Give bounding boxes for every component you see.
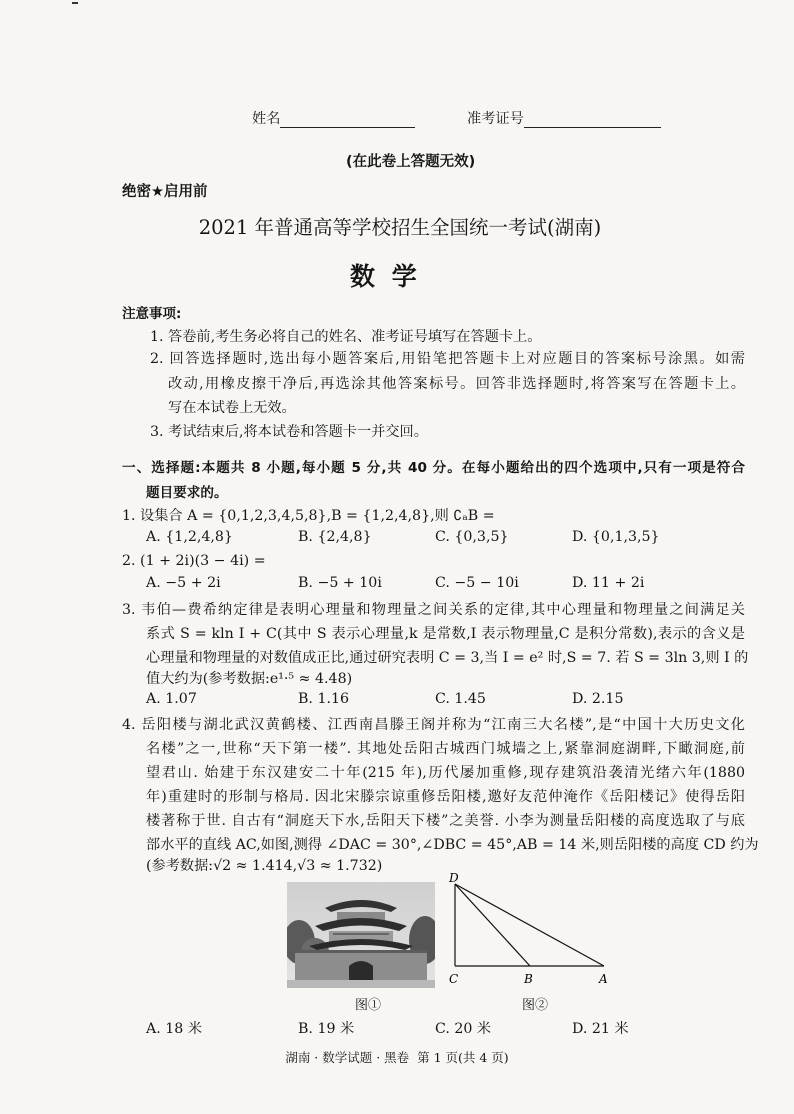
q3-option-a: A. 1.07 xyxy=(146,691,197,707)
q4-line2: 名楼”之一,世称“天下第一楼”. 其地处岳阳古城西门城墙之上,紧靠洞庭湖畔,下瞰洞庭,前 xyxy=(146,741,745,757)
q4-line5: 楼著称于世. 自古有“洞庭天下水,岳阳天下楼”之美誉. 小李为测量岳阳楼的高度选取了与底 xyxy=(146,813,745,829)
q2-option-a: A. −5 + 2i xyxy=(146,575,221,591)
q4-line3: 望君山. 始建于东汉建安二十年(215 年),历代屡加重修,现存建筑沿袭清光绪六年(1880 xyxy=(146,765,745,781)
triangle-diagram xyxy=(446,872,616,990)
id-field xyxy=(467,108,661,128)
point-a-label: A xyxy=(599,972,608,986)
q2-option-d: D. 11 + 2i xyxy=(572,575,645,591)
secret-mark: 绝密★启用前 xyxy=(122,184,208,200)
segment-da xyxy=(455,884,604,966)
note-3: 3. 考试结束后,将本试卷和答题卡一并交回。 xyxy=(150,424,428,440)
name-label: 姓名 xyxy=(252,111,281,127)
q4-line4: 年)重建时的形制与格局. 因北宋滕宗谅重修岳阳楼,邀好友范仲淹作《岳阳楼记》使得岳阳 xyxy=(146,789,745,805)
q2-option-c: C. −5 − 10i xyxy=(435,575,519,591)
notes-heading: 注意事项: xyxy=(122,306,182,322)
q1-option-b: B. {2,4,8} xyxy=(298,529,372,545)
q4-option-d: D. 21 米 xyxy=(572,1021,629,1037)
q3-option-b: B. 1.16 xyxy=(298,691,350,707)
q3-line4: 值大约为(参考数据:e¹·⁵ ≈ 4.48) xyxy=(146,671,353,687)
name-blank xyxy=(280,127,415,128)
section1-line2: 题目要求的。 xyxy=(146,485,228,501)
note-2-end: 写在本试卷上无效。 xyxy=(168,400,296,416)
q1-option-d: D. {0,1,3,5} xyxy=(572,529,660,545)
fig1-caption: 图① xyxy=(355,998,382,1013)
q3-line1: 3. 韦伯—费希纳定律是表明心理量和物理量之间关系的定律,其中心理量和物理量之间满足关 xyxy=(122,602,745,618)
yueyang-tower-photo xyxy=(287,882,435,988)
q4-option-a: A. 18 米 xyxy=(146,1021,203,1037)
q4-line1: 4. 岳阳楼与湖北武汉黄鹤楼、江西南昌滕王阁并称为“江南三大名楼”,是“中国十大历史文化 xyxy=(122,717,745,733)
q3-line2: 系式 S = kln I + C(其中 S 表示心理量,k 是常数,I 表示物理量,C 是积分常数),表示的含义是 xyxy=(146,626,745,642)
fig2-caption: 图② xyxy=(522,998,549,1013)
section1-line1: 一、选择题:本题共 8 小题,每小题 5 分,共 40 分。在每小题给出的四个选项中,只有一项是符合 xyxy=(122,460,745,476)
invalid-note: (在此卷上答题无效) xyxy=(346,154,476,170)
name-field xyxy=(252,108,415,128)
q4-line6: 部水平的直线 AC,如图,测得 ∠DAC = 30°,∠DBC = 45°,AB = 14 米,则岳阳楼的高度 CD 约为 xyxy=(146,837,759,853)
exam-title: 2021 年普通高等学校招生全国统一考试(湖南) xyxy=(198,216,602,239)
q3-option-c: C. 1.45 xyxy=(435,691,486,707)
subject-title: 数 学 xyxy=(350,262,421,291)
id-label: 准考证号 xyxy=(467,111,524,127)
point-b-label: B xyxy=(524,972,533,986)
id-blank xyxy=(524,127,661,128)
q3-option-d: D. 2.15 xyxy=(572,691,624,707)
q1-option-a: A. {1,2,4,8} xyxy=(146,529,233,545)
scan-mark xyxy=(72,2,78,4)
q4-line7: (参考数据:√2 ≈ 1.414,√3 ≈ 1.732) xyxy=(146,858,383,874)
q2-option-b: B. −5 + 10i xyxy=(298,575,382,591)
q4-option-c: C. 20 米 xyxy=(435,1021,492,1037)
note-2: 2. 回答选择题时,选出每小题答案后,用铅笔把答题卡上对应题目的答案标号涂黑。如需 xyxy=(150,351,745,367)
point-c-label: C xyxy=(449,972,459,986)
q2-stem: 2. (1 + 2i)(3 − 4i) = xyxy=(122,553,266,569)
note-2-cont: 改动,用橡皮擦干净后,再选涂其他答案标号。回答非选择题时,将答案写在答题卡上。 xyxy=(168,376,745,392)
point-d-label: D xyxy=(449,872,459,885)
q3-line3: 心理量和物理量的对数值成正比,通过研究表明 C = 3,当 I = e² 时,S = 7. 若 S = 3ln 3,则 I 的 xyxy=(146,650,749,666)
q1-option-c: C. {0,3,5} xyxy=(435,529,509,545)
q4-option-b: B. 19 米 xyxy=(298,1021,355,1037)
segment-db xyxy=(455,884,530,966)
page-footer: 湖南 · 数学试题 · 黑卷 第 1 页(共 4 页) xyxy=(285,1050,509,1065)
note-1: 1. 答卷前,考生务必将自己的姓名、准考证号填写在答题卡上。 xyxy=(150,329,542,345)
q1-stem: 1. 设集合 A = {0,1,2,3,4,5,8},B = {1,2,4,8},则 ∁ₐB = xyxy=(122,508,495,524)
